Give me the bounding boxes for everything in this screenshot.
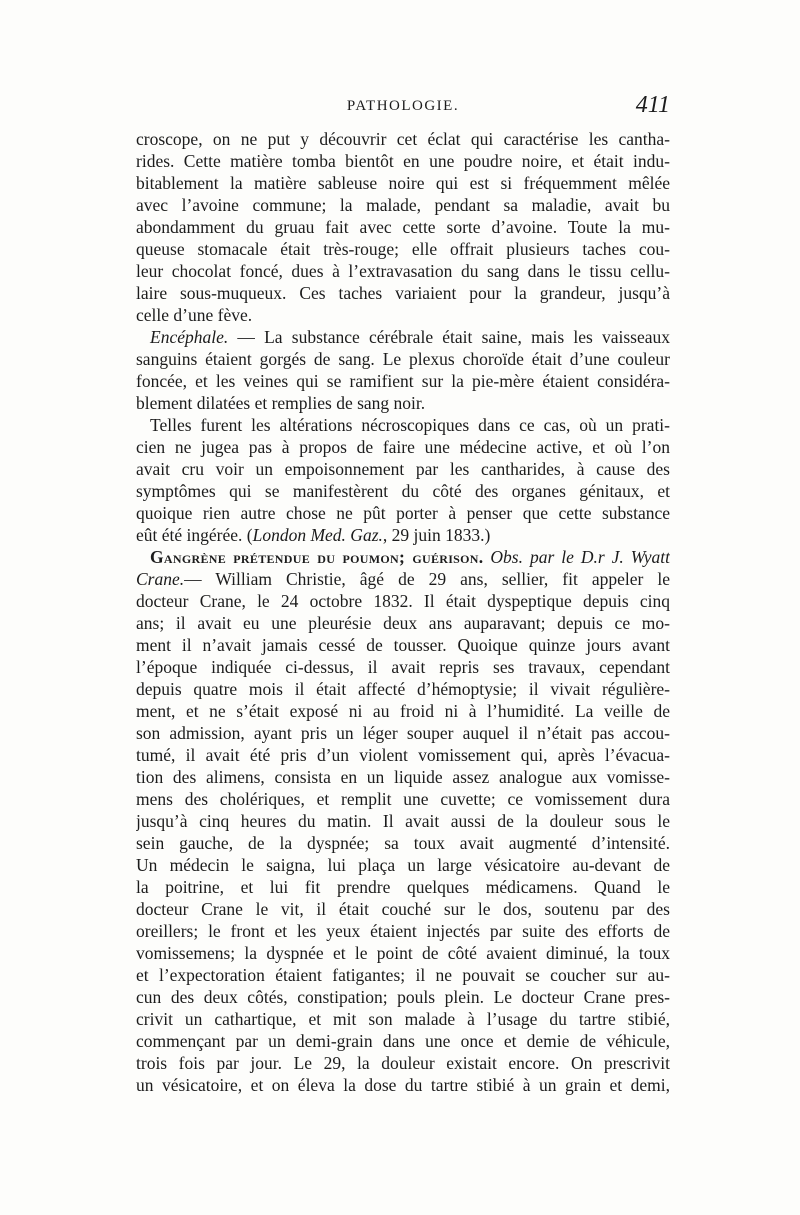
text-span: , 29 juin 1833.) <box>382 525 491 545</box>
text-line: ans; il avait eu une pleurésie deux ans auparavant; depuis ce mo- <box>136 613 670 633</box>
section-heading: Gangrène prétendue du poumon; guérison. <box>150 547 484 567</box>
text-line: rides. Cette matière tomba bientôt en une poudre noire, et était indu- <box>136 151 670 171</box>
text-line: blement dilatées et remplies de sang noir. <box>136 393 426 413</box>
text-line: croscope, on ne put y découvrir cet éclat qui caractérise les cantha- <box>136 129 670 149</box>
text-span: eût été ingérée. ( <box>136 525 253 545</box>
text-line: Un médecin le saigna, lui plaça un large vésicatoire au-devant de <box>136 855 670 875</box>
text-line: foncée, et les veines qui se ramifient sur la pie-mère étaient considéra- <box>136 371 670 391</box>
text-line: mens des cholériques, et remplit une cuvette; ce vomissement dura <box>136 789 670 809</box>
text-line <box>136 326 670 348</box>
text-line: trois fois par jour. Le 29, la douleur existait encore. On prescrivit <box>136 1053 670 1073</box>
text-line: sanguins étaient gorgés de sang. Le plexus choroïde était d’une couleur <box>136 349 670 369</box>
text-span: — La substance cérébrale était saine, mais les vaisseaux <box>237 327 670 347</box>
author-surname: Crane. <box>136 569 185 589</box>
text-line: l’époque indiquée ci-dessus, il avait repris ses travaux, cependant <box>136 657 670 677</box>
text-line: tumé, il avait été pris d’un violent vomissement qui, après l’évacua- <box>136 745 670 765</box>
text-line: jusqu’à cinq heures du matin. Il avait aussi de la douleur sous le <box>136 811 670 831</box>
text-line: tion des alimens, consista en un liquide assez analogue aux vomisse- <box>136 767 670 787</box>
text-line: quoique rien autre chose ne pût porter à penser que cette substance <box>136 503 670 523</box>
text-line <box>136 524 670 546</box>
text-line: commençant par un demi-grain dans une once et demie de véhicule, <box>136 1031 670 1051</box>
text-line: la poitrine, et lui fit prendre quelques médicamens. Quand le <box>136 877 670 897</box>
text-line: Telles furent les altérations nécroscopiques dans ce cas, où un prati- <box>150 415 670 435</box>
text-line: docteur Crane le vit, il était couché sur le dos, soutenu par des <box>136 899 670 919</box>
encephale-label: Encéphale. <box>150 327 229 347</box>
text-line: ment il n’avait jamais cessé de tousser. Quoique quinze jours avant <box>136 635 670 655</box>
text-line: et l’expectoration étaient fatigantes; il ne pouvait se coucher sur au- <box>136 965 670 985</box>
text-line: un vésicatoire, et on éleva la dose du tartre stibié à un grain et demi, <box>136 1075 670 1095</box>
text-line: vomissemens; la dyspnée et le point de côté avaient diminué, la toux <box>136 943 670 963</box>
journal-title: London Med. Gaz. <box>252 525 383 545</box>
text-line: sein gauche, de la dyspnée; sa toux avait augmenté d’intensité. <box>136 833 670 853</box>
text-line: avait cru voir un empoisonnement par les cantharides, à cause des <box>136 459 670 479</box>
text-line: cien ne jugea pas à propos de faire une médecine active, et où l’on <box>136 437 670 457</box>
running-title: PATHOLOGIE. <box>346 98 460 114</box>
text-line: queuse stomacale était très-rouge; elle offrait plusieurs taches cou- <box>136 239 670 259</box>
text-line: bitablement la matière sableuse noire qui est si fréquemment mêlée <box>136 173 670 193</box>
observation-credit: Obs. par le D.r J. Wyatt <box>490 547 670 567</box>
text-line: crivit un cathartique, et mit son malade à l’usage du tartre stibié, <box>136 1009 670 1029</box>
text-line: laire sous-muqueux. Ces taches variaient pour la grandeur, jusqu’à <box>136 283 670 303</box>
text-line: son admission, ayant pris un léger souper auquel il n’était pas accou- <box>136 723 670 743</box>
text-line: oreillers; le front et les yeux étaient injectés par suite des efforts de <box>136 921 670 941</box>
text-line: celle d’une fève. <box>136 305 253 325</box>
text-line: symptômes qui se manifestèrent du côté des organes génitaux, et <box>136 481 670 501</box>
text-line: leur chocolat foncé, dues à l’extravasation du sang dans le tissu cellu- <box>136 261 670 281</box>
body-text <box>136 128 670 1096</box>
text-span: — William Christie, âgé de 29 ans, sellier, fit appeler le <box>184 569 670 589</box>
page-number: 411 <box>635 92 670 118</box>
text-line: cun des deux côtés, constipation; pouls plein. Le docteur Crane pres- <box>136 987 670 1007</box>
text-line: depuis quatre mois il était affecté d’hémoptysie; il vivait régulière- <box>136 679 670 699</box>
text-line <box>136 546 670 568</box>
text-line: avec l’avoine commune; la malade, pendant sa maladie, avait bu <box>136 195 670 215</box>
text-line: docteur Crane, le 24 octobre 1832. Il était dyspeptique depuis cinq <box>136 591 670 611</box>
running-head <box>136 92 670 124</box>
text-line: ment, et ne s’était exposé ni au froid ni à l’humidité. La veille de <box>136 701 670 721</box>
text-line <box>136 568 670 590</box>
text-line: abondamment du gruau fait avec cette sorte d’avoine. Toute la mu- <box>136 217 670 237</box>
